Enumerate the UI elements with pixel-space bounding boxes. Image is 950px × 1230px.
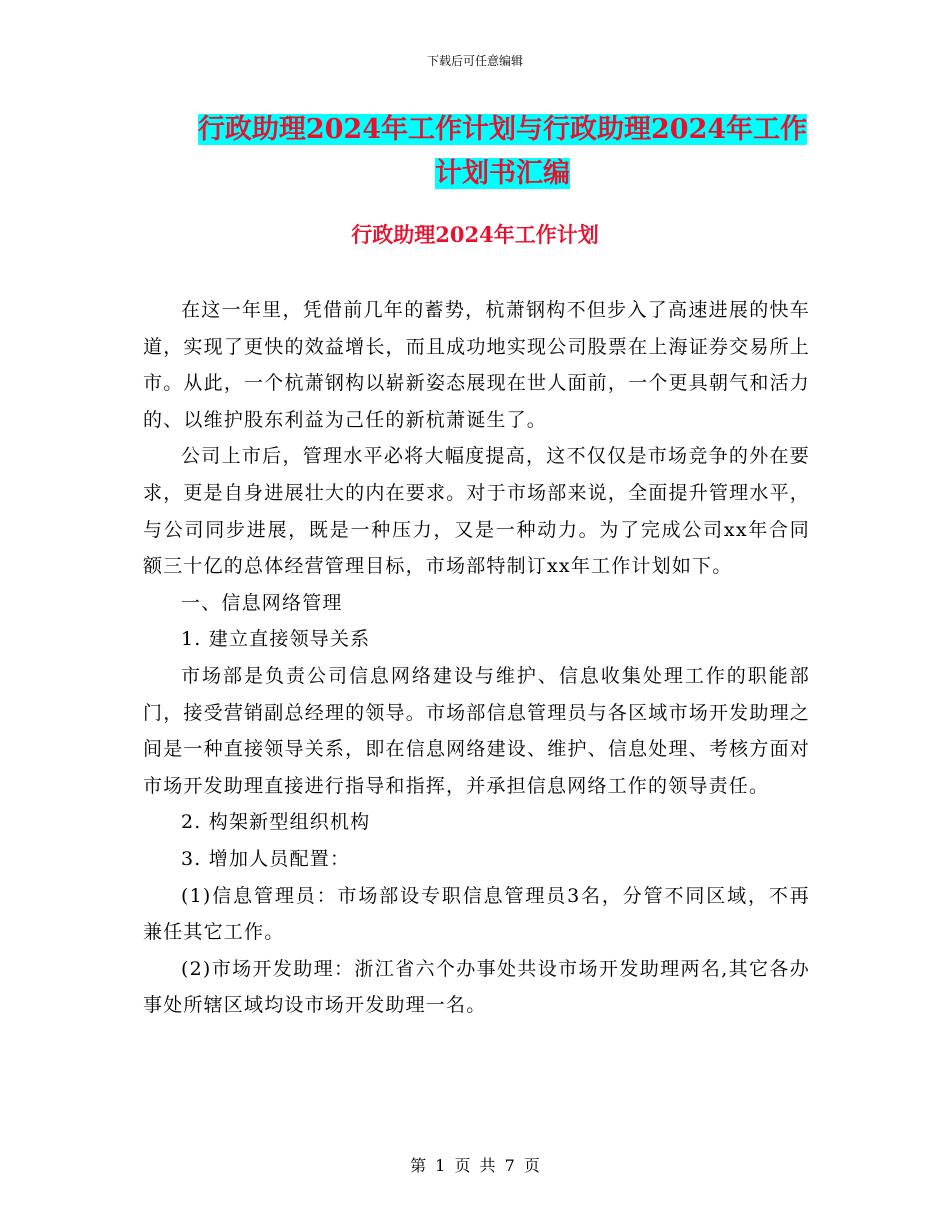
item-org-structure: 2. 构架新型组织机构 xyxy=(181,811,371,834)
document-title xyxy=(195,108,810,196)
section-title: 行政助理2024年工作计划 xyxy=(351,222,599,247)
document-body xyxy=(143,292,810,1024)
paragraph-market-dept: 市场部是负责公司信息网络建设与维护、信息收集处理工作的职能部门，接受营销副总经理的领导。市场部信息管理员与各区域市场开发助理之间是一种直接领导关系，即在信息网络建设、维护、信息处理、考核方面对市场开发助理直接进行指导和指挥，并承担信息网络工作的领导责任。 xyxy=(143,664,810,797)
item-direct-leadership: 1. 建立直接领导关系 xyxy=(181,628,371,651)
page-indicator: 第 1 页 共 7 页 xyxy=(410,1156,540,1175)
item-staffing: 3. 增加人员配置： xyxy=(181,847,351,870)
item-info-manager: (1)信息管理员：市场部设专职信息管理员3名，分管不同区域，不再兼任其它工作。 xyxy=(143,884,810,944)
document-title-text: 行政助理2024年工作计划与行政助理2024年工作计划书汇编 xyxy=(197,114,808,189)
paragraph-intro: 在这一年里，凭借前几年的蓄势，杭萧钢构不但步入了高速进展的快车道，实现了更快的效益增长，而且成功地实现公司股票在上海证券交易所上市。从此，一个杭萧钢构以崭新姿态展现在世人面前，一个更具朝气和活力的、以维护股东利益为己任的新杭萧诞生了。 xyxy=(143,299,810,431)
heading-info-network: 一、信息网络管理 xyxy=(181,591,343,614)
page-header-note: 下载后可任意编辑 xyxy=(426,54,523,68)
paragraph-listing: 公司上市后，管理水平必将大幅度提高，这不仅仅是市场竞争的外在要求，更是自身进展壮大的内在要求。对于市场部来说，全面提升管理水平，与公司同步进展，既是一种压力，又是一种动力。为了完成公司xx年合同额三十亿的总体经营管理目标，市场部特制订xx年工作计划如下。 xyxy=(143,445,810,578)
item-market-assistant: (2)市场开发助理：浙江省六个办事处共设市场开发助理两名,其它各办事处所辖区域均设市场开发助理一名。 xyxy=(143,957,810,1017)
